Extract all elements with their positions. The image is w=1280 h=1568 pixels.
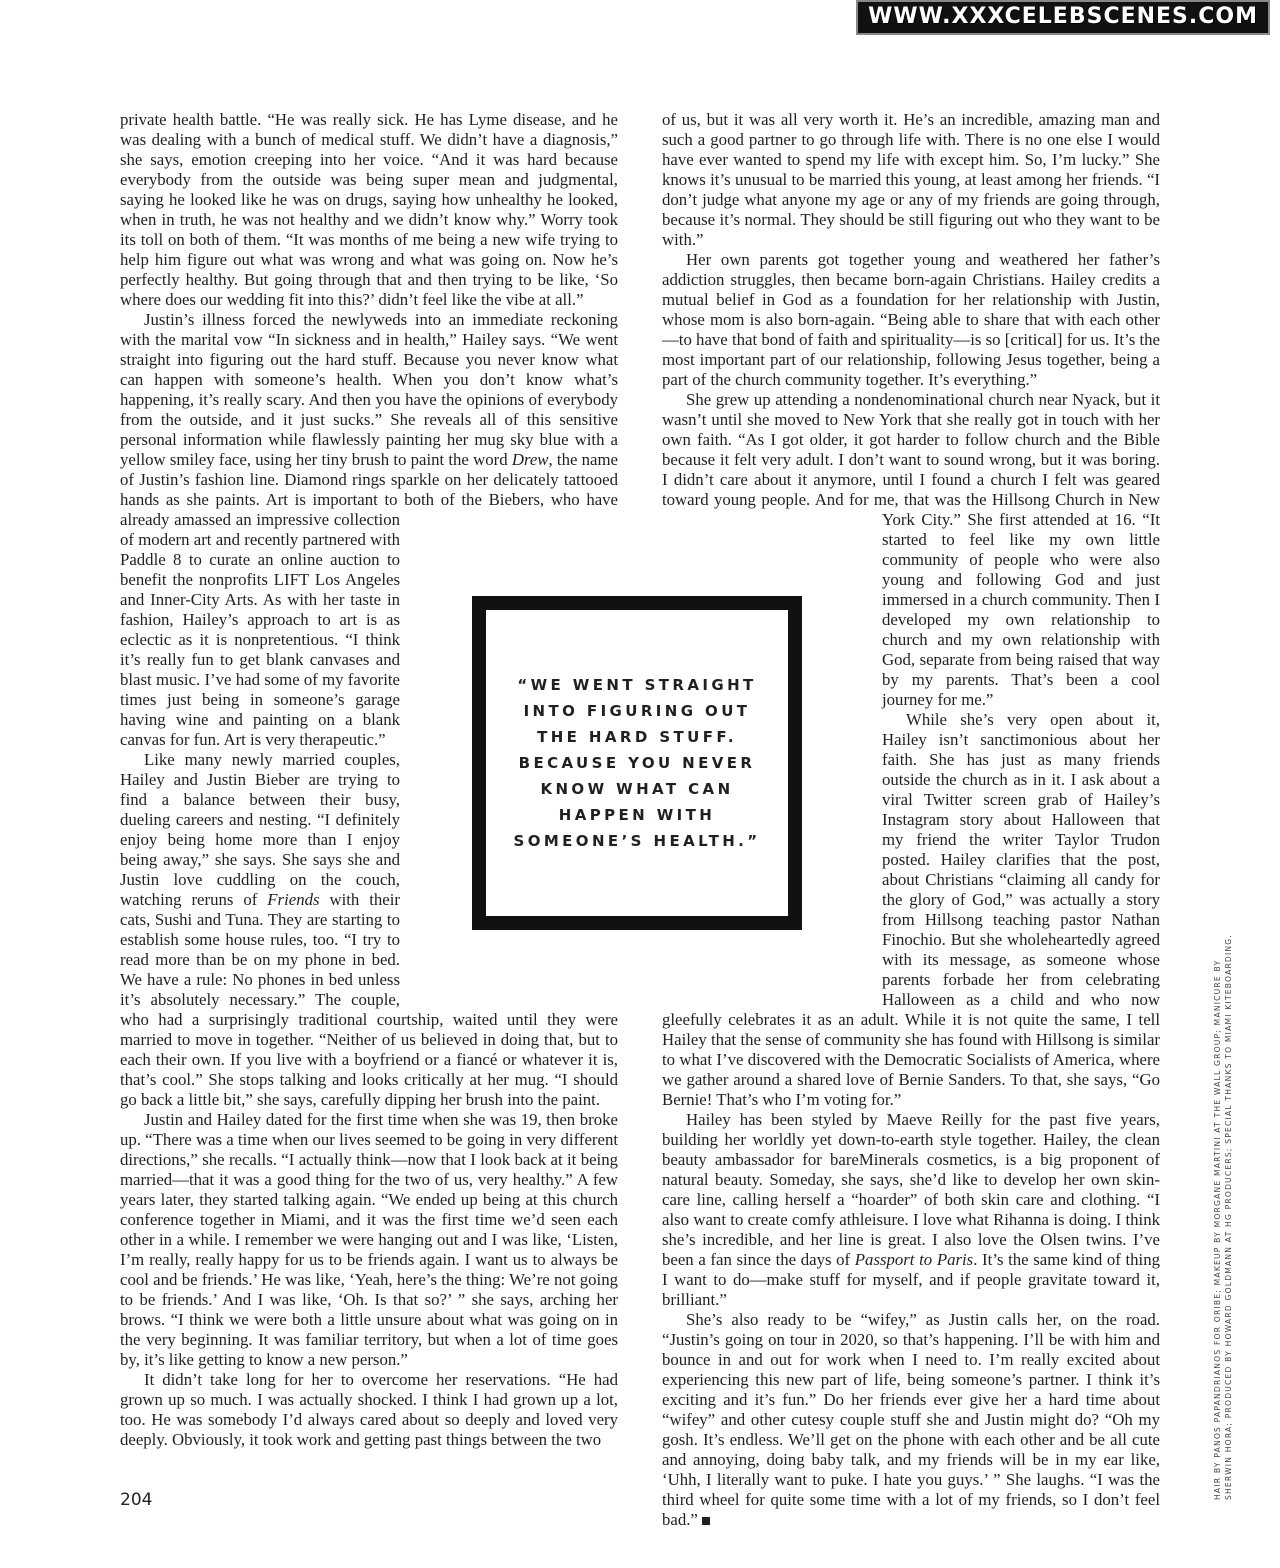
credits-line: SHERWIN HORA; PRODUCED BY HOWARD GOLDMANN AT HG PRODUCERS; SPECIAL THANKS TO MIAMI KITEBOARDING.	[1224, 933, 1233, 1500]
paragraph: Her own parents got together young and weathered her father’s addiction struggles, then became born-again Christians. Hailey credits a mutual belief in God as a foundation for her relationship with Justin, whose mom is also born-again. “Being able to share that with each other—to have that bond of faith and spirituality—is so [critical] for us. It’s the most important part of our relationship, following Jesus together, being a part of the church community together. It’s everything.”	[662, 250, 1160, 389]
photo-credits	[1212, 820, 1234, 1500]
pull-quote-text: “WE WENT STRAIGHT INTO FIGURING OUT THE HARD STUFF. BECAUSE YOU NEVER KNOW WHAT CAN HAPPEN WITH SOMEONE’S HEALTH.”	[513, 676, 761, 850]
paragraph: of us, but it was all very worth it. He’s an incredible, amazing man and such a good partner to go through life with. There is no one else I would have ever wanted to spend my life with except him. So, I’m lucky.” She knows it’s unusual to be married this young, at least among her friends. “I don’t judge what anyone my age or any of my friends are going through, because it’s normal. They should be still figuring out who they want to be with.”	[662, 110, 1160, 249]
paragraph: private health battle. “He was really sick. He has Lyme disease, and he was dealing with a bunch of medical stuff. We didn’t have a diagnosis,” she says, emotion creeping into her voice. “And it was hard because everybody from the outside was being super mean and judgmental, saying he looked like he was on drugs, saying how unhealthy he looked, when in truth, he was not healthy and we didn’t know why.” Worry took its toll on both of them. “It was months of me being a new wife trying to help him figure out what was wrong and what was going on. Now he’s perfectly healthy. But going through that and then trying to be like, ‘So where does our wedding fit into this?’ didn’t feel like the vibe at all.”	[120, 110, 618, 309]
paragraph: It didn’t take long for her to overcome her reservations. “He had grown up so much. I was actually shocked. I think I had grown up a lot, too. He was somebody I’d always cared about so deeply and loved very deeply. Obviously, it took work and getting past things between the two	[120, 1370, 618, 1449]
paragraph: While she’s very open about it, Hailey isn’t sanctimonious about her faith. She has just as many friends outside the church as in it. I ask about a viral Twitter screen grab of Hailey’s Instagram story about Halloween that my friend the writer Taylor Trudon posted. Hailey clarifies that the post, about Christians “claiming all candy for the glory of God,” was actually a story from Hillsong teaching pastor Nathan Finochio. But she wholeheartedly agreed with its message, as someone whose parents forbade her from celebrating Halloween as a child and who now gleefully celebrates it as an adult. While it is not quite the same, I tell Hailey that the sense of community she has found with Hillsong is similar to what I’ve discovered with the Democratic Socialists of America, where we gather around a shared love of Bernie Sanders. To that, she says, “Go Bernie! That’s who I’m voting for.”	[662, 710, 1160, 1109]
pull-quote-box	[472, 596, 802, 930]
paragraph: She’s also ready to be “wifey,” as Justin calls her, on the road. “Justin’s going on tour in 2020, so that’s happening. I’ll be with him and bounce in and out for work when I need to. I’m really excited about experiencing this new part of life, being someone’s partner. I think it’s exciting and it’s fun.” Do her friends ever give her a hard time about “wifey” and other cutesy couple stuff she and Justin might do? “Oh my gosh. It’s endless. We’ll get on the phone with each other and be all cute and annoying, doing baby talk, and my friends will be in my ear like, ‘Uhh, I literally want to puke. I hate you guys.’ ” She laughs. “I was the third wheel for quite some time with a lot of my friends, so I don’t feel bad.”	[662, 1310, 1160, 1529]
paragraph: Hailey has been styled by Maeve Reilly for the past five years, building her worldly yet down-to-earth style together. Hailey, the clean beauty ambassador for bareMinerals cosmetics, is a big proponent of natural beauty. Someday, she says, she’d like to develop her own skin-care line, calling herself a “hoarder” of both skin care and clothing. “I also want to create comfy athleisure. I love what Rihanna is doing. I think she’s incredible, and her line is great. I also love the Olsen twins. I’ve been a fan since the days of Passport to Paris. It’s the same kind of thing I want to do—make stuff for myself, and if people gravitate toward it, brilliant.”	[662, 1110, 1160, 1309]
paragraph: Justin and Hailey dated for the first time when she was 19, then broke up. “There was a time when our lives seemed to be going in very different directions,” she recalls. “I actually think—now that I look back at it being married—that it was a good thing for the two of us, very healthy.” A few years later, they started talking again. “We ended up being at this church conference together in Miami, and it was the first time we’d seen each other in a while. I remember we were hanging out and I was like, ‘Listen, I’m really, really happy for us to be friends again. I want us to always be cool and be friends.’ He was like, ‘Yeah, here’s the thing: We’re not going to be friends.’ And I was like, ‘Oh. Is that so?’ ” she says, arching her brows. “I think we were both a little unsure about what was going on in the very beginning. It was familiar territory, but when a lot of time goes by, it’s like getting to know a new person.”	[120, 1110, 618, 1369]
paragraph: Justin’s illness forced the newlyweds into an immediate reckoning with the marital vow “In sickness and in health,” Hailey says. “We went straight into figuring out the hard stuff. Because you never know what can happen with someone’s health. When you don’t know what’s happening, it’s really scary. And then you have the opinions of everybody from the outside, and it just sucks.” She reveals all of this sensitive personal information while flawlessly painting her mug sky blue with a yellow smiley face, using her tiny brush to paint the word Drew, the name of Justin’s fashion line. Diamond rings sparkle on her delicately tattooed hands as she paints. Art is important to both of the Biebers, who have already amassed an impressive collection of modern art and recently partnered with Paddle 8 to curate an online auction to benefit the nonprofits LIFT Los Angeles and Inner-City Arts. As with her taste in fashion, Hailey’s approach to art is as eclectic as it is nonpretentious. “I think it’s really fun to get blank canvases and blast music. I’ve had some of my favorite times just being in someone’s garage having wine and painting on a blank canvas for fun. Art is very therapeutic.”	[120, 310, 618, 749]
page-number: 204	[120, 1490, 153, 1510]
paragraph: Like many newly married couples, Hailey and Justin Bieber are trying to find a balance between their busy, dueling careers and nesting. “I definitely enjoy being home more than I enjoy being away,” she says. She says she and Justin love cuddling on the couch, watching reruns of Friends with their cats, Sushi and Tuna. They are starting to establish some house rules, too. “I try to read more than be on my phone in bed. We have a rule: No phones in bed unless it’s absolutely necessary.” The couple, who had a surprisingly traditional courtship, waited until they were married to move in together. “Neither of us believed in doing that, but to each their own. If you live with a boyfriend or a fiancé or whatever it is, that’s cool.” She stops talking and looks critically at her mug. “I should go back a little bit,” she says, carefully dipping her brush into the paint.	[120, 750, 618, 1109]
end-mark-icon	[702, 1517, 710, 1525]
paragraph: She grew up attending a nondenominational church near Nyack, but it wasn’t until she moved to New York that she really got in touch with her own faith. “As I got older, it got harder to follow church and the Bible because it felt very adult. I don’t want to sound wrong, but it was boring. I didn’t care about it anymore, until I found a church I felt was geared toward young people. And for me, that was the Hillsong Church in New York City.” She first attended at 16. “It started to feel like my own little community of people who were also young and following God and just immersed in a church community. Then I developed my own relationship to church and my own relationship with God, separate from being raised that way by my parents. That’s been a cool journey for me.”	[662, 390, 1160, 709]
watermark: WWW.XXXCELEBSCENES.COM	[856, 0, 1270, 35]
credits-line: HAIR BY PANOS PAPANDRIANOS FOR ORIBE; MAKEUP BY MORGANE MARTINI AT THE WALL GROUP; MANICURE BY	[1213, 959, 1222, 1500]
